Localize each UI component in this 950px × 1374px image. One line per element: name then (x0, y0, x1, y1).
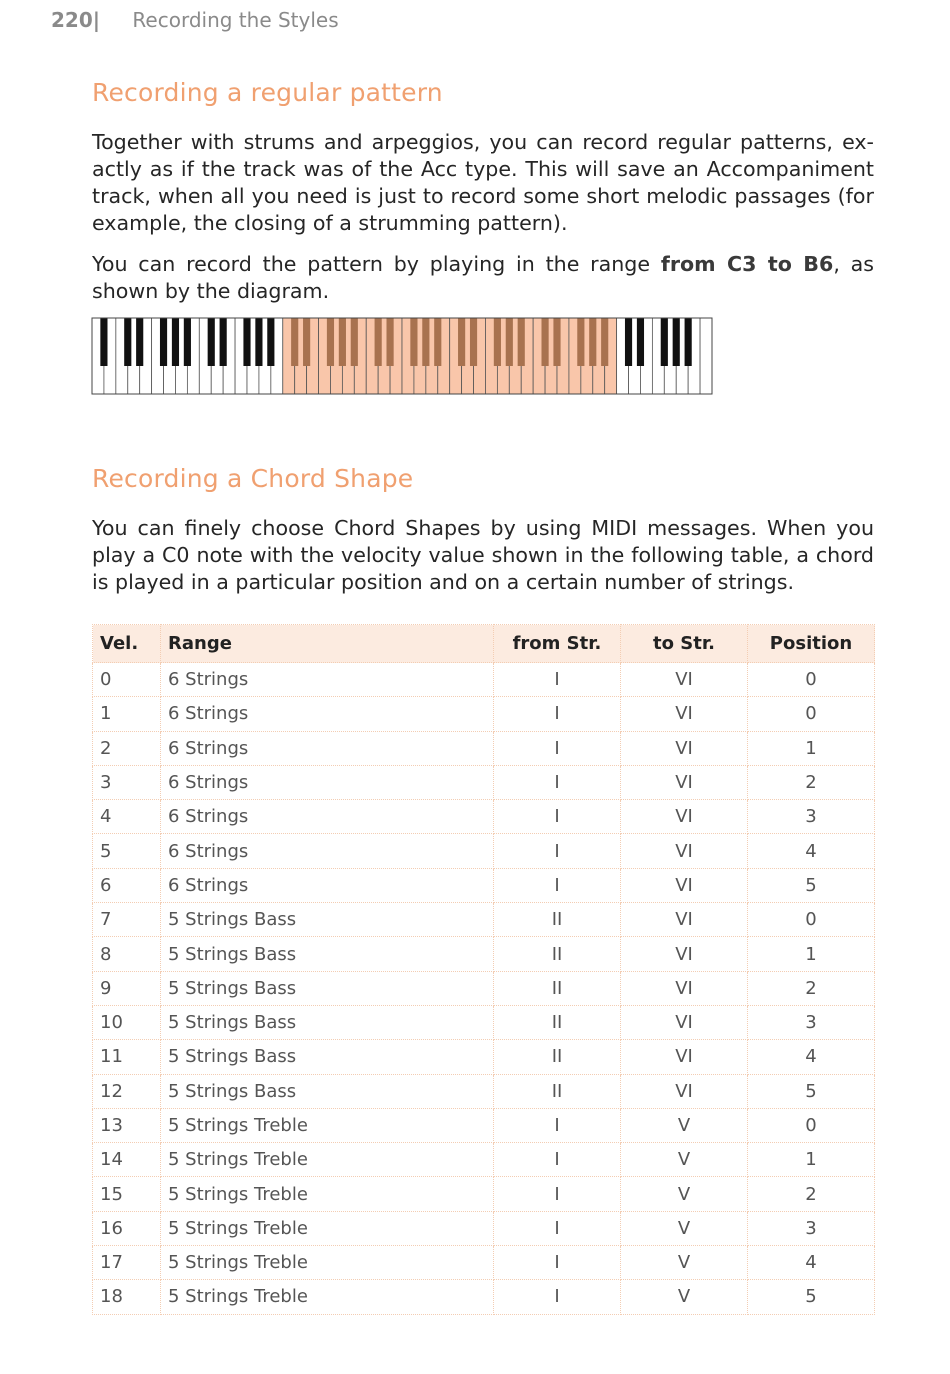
cell-range: 5 Strings Treble (161, 1143, 494, 1177)
page-number: 220| (51, 8, 101, 32)
cell-vel: 6 (93, 868, 161, 902)
header-section-title: Recording the Styles (132, 8, 339, 32)
cell-position: 5 (748, 1074, 875, 1108)
cell-position: 0 (748, 1108, 875, 1142)
cell-range: 6 Strings (161, 731, 494, 765)
black-key (100, 318, 107, 366)
cell-position: 0 (748, 697, 875, 731)
table-row (93, 1005, 875, 1039)
cell-vel: 8 (93, 937, 161, 971)
white-key (700, 318, 712, 394)
cell-vel: 10 (93, 1005, 161, 1039)
black-key (172, 318, 179, 366)
cell-from-str: I (494, 1108, 621, 1142)
cell-to-str: V (621, 1143, 748, 1177)
cell-range: 5 Strings Treble (161, 1280, 494, 1314)
cell-vel: 3 (93, 765, 161, 799)
cell-from-str: I (494, 1177, 621, 1211)
cell-vel: 5 (93, 834, 161, 868)
cell-range: 6 Strings (161, 663, 494, 697)
cell-vel: 0 (93, 663, 161, 697)
black-key (124, 318, 131, 366)
column-header-from-str: from Str. (494, 625, 621, 663)
cell-from-str: I (494, 834, 621, 868)
cell-vel: 11 (93, 1040, 161, 1074)
cell-to-str: VI (621, 1040, 748, 1074)
table-row (93, 1280, 875, 1314)
range-text-before: You can record the pattern by playing in the range (92, 252, 661, 276)
black-key (136, 318, 143, 366)
cell-position: 4 (748, 1246, 875, 1280)
table-row (93, 800, 875, 834)
cell-range: 5 Strings Treble (161, 1177, 494, 1211)
cell-vel: 18 (93, 1280, 161, 1314)
cell-vel: 4 (93, 800, 161, 834)
cell-vel: 12 (93, 1074, 161, 1108)
cell-vel: 9 (93, 971, 161, 1005)
cell-from-str: II (494, 1040, 621, 1074)
black-key (291, 318, 298, 366)
cell-range: 5 Strings Bass (161, 971, 494, 1005)
cell-to-str: VI (621, 1074, 748, 1108)
cell-from-str: II (494, 1074, 621, 1108)
cell-position: 2 (748, 1177, 875, 1211)
table-row (93, 731, 875, 765)
paragraph-chord-shape: You can finely choose Chord Shapes by using MIDI messages. When you play a C0 note with the velocity value shown in the following table, a chord is played in a particular position and on a certain number of strings. (92, 516, 874, 594)
column-header-vel: Vel. (93, 625, 161, 663)
cell-range: 5 Strings Treble (161, 1246, 494, 1280)
black-key (673, 318, 680, 366)
cell-position: 2 (748, 971, 875, 1005)
table-row (93, 663, 875, 697)
black-key (685, 318, 692, 366)
black-key (553, 318, 560, 366)
black-key (255, 318, 262, 366)
cell-position: 3 (748, 1211, 875, 1245)
cell-vel: 1 (93, 697, 161, 731)
cell-to-str: VI (621, 834, 748, 868)
cell-to-str: VI (621, 765, 748, 799)
cell-range: 6 Strings (161, 765, 494, 799)
black-key (339, 318, 346, 366)
black-key (494, 318, 501, 366)
black-key (506, 318, 513, 366)
cell-vel: 7 (93, 903, 161, 937)
cell-vel: 17 (93, 1246, 161, 1280)
cell-position: 1 (748, 731, 875, 765)
black-key (351, 318, 358, 366)
cell-to-str: V (621, 1211, 748, 1245)
black-key (184, 318, 191, 366)
column-header-position: Position (748, 625, 875, 663)
black-key (267, 318, 274, 366)
table-row (93, 1040, 875, 1074)
cell-vel: 15 (93, 1177, 161, 1211)
table-row (93, 937, 875, 971)
cell-vel: 2 (93, 731, 161, 765)
cell-to-str: V (621, 1280, 748, 1314)
cell-range: 5 Strings Bass (161, 1074, 494, 1108)
cell-to-str: VI (621, 663, 748, 697)
cell-from-str: I (494, 697, 621, 731)
cell-position: 4 (748, 834, 875, 868)
black-key (458, 318, 465, 366)
black-key (637, 318, 644, 366)
cell-position: 2 (748, 765, 875, 799)
cell-from-str: I (494, 800, 621, 834)
keyboard-diagram (91, 317, 715, 395)
chord-shape-table (92, 624, 875, 1315)
table-row (93, 1211, 875, 1245)
range-text-after: , as shown by the diagram. (92, 252, 875, 303)
table-row (93, 765, 875, 799)
cell-from-str: I (494, 663, 621, 697)
cell-vel: 14 (93, 1143, 161, 1177)
cell-position: 0 (748, 663, 875, 697)
black-key (303, 318, 310, 366)
black-key (542, 318, 549, 366)
cell-from-str: II (494, 1005, 621, 1039)
black-key (601, 318, 608, 366)
cell-position: 3 (748, 1005, 875, 1039)
cell-from-str: I (494, 1280, 621, 1314)
table-header-row (93, 625, 875, 663)
black-key (208, 318, 215, 366)
cell-vel: 16 (93, 1211, 161, 1245)
cell-from-str: I (494, 1246, 621, 1280)
cell-range: 5 Strings Bass (161, 1005, 494, 1039)
cell-range: 6 Strings (161, 800, 494, 834)
cell-from-str: I (494, 765, 621, 799)
cell-to-str: V (621, 1246, 748, 1280)
paragraph-regular-pattern: Together with strums and arpeggios, you can record regular patterns, ex-actly as if the track was of the Acc type. This will save an Accompaniment track, when all you need is just to record some short melodic passages (for example, the closing of a strumming pattern). (92, 130, 874, 235)
cell-from-str: I (494, 731, 621, 765)
black-key (243, 318, 250, 366)
black-key (327, 318, 334, 366)
cell-position: 1 (748, 937, 875, 971)
table-row (93, 1108, 875, 1142)
cell-range: 5 Strings Treble (161, 1108, 494, 1142)
black-key (410, 318, 417, 366)
cell-position: 1 (748, 1143, 875, 1177)
cell-to-str: VI (621, 800, 748, 834)
cell-range: 5 Strings Bass (161, 937, 494, 971)
cell-from-str: I (494, 1143, 621, 1177)
cell-range: 6 Strings (161, 834, 494, 868)
cell-range: 5 Strings Bass (161, 1040, 494, 1074)
black-key (375, 318, 382, 366)
black-key (661, 318, 668, 366)
black-key (589, 318, 596, 366)
cell-from-str: II (494, 937, 621, 971)
cell-to-str: VI (621, 731, 748, 765)
cell-from-str: I (494, 1211, 621, 1245)
cell-position: 5 (748, 868, 875, 902)
range-text-bold: from C3 to B6 (660, 252, 834, 276)
black-key (577, 318, 584, 366)
cell-vel: 13 (93, 1108, 161, 1142)
table-row (93, 1143, 875, 1177)
table-row (93, 971, 875, 1005)
table-row (93, 834, 875, 868)
column-header-to-str: to Str. (621, 625, 748, 663)
cell-to-str: VI (621, 971, 748, 1005)
cell-range: 5 Strings Bass (161, 903, 494, 937)
black-key (518, 318, 525, 366)
cell-to-str: VI (621, 1005, 748, 1039)
cell-to-str: VI (621, 937, 748, 971)
black-key (625, 318, 632, 366)
paragraph-range (92, 251, 874, 305)
black-key (434, 318, 441, 366)
table-row (93, 1246, 875, 1280)
section-title-regular-pattern: Recording a regular pattern (92, 78, 443, 107)
cell-from-str: I (494, 868, 621, 902)
table-row (93, 903, 875, 937)
cell-from-str: II (494, 903, 621, 937)
black-key (220, 318, 227, 366)
table-row (93, 1074, 875, 1108)
section-title-chord-shape: Recording a Chord Shape (92, 464, 414, 493)
table-row (93, 868, 875, 902)
cell-position: 0 (748, 903, 875, 937)
cell-to-str: VI (621, 868, 748, 902)
cell-position: 4 (748, 1040, 875, 1074)
column-header-range: Range (161, 625, 494, 663)
cell-to-str: VI (621, 697, 748, 731)
cell-range: 6 Strings (161, 868, 494, 902)
cell-range: 6 Strings (161, 697, 494, 731)
black-key (160, 318, 167, 366)
cell-range: 5 Strings Treble (161, 1211, 494, 1245)
cell-to-str: V (621, 1177, 748, 1211)
table-row (93, 1177, 875, 1211)
cell-position: 3 (748, 800, 875, 834)
black-key (422, 318, 429, 366)
cell-position: 5 (748, 1280, 875, 1314)
black-key (470, 318, 477, 366)
cell-to-str: V (621, 1108, 748, 1142)
page-header (51, 8, 339, 32)
cell-to-str: VI (621, 903, 748, 937)
black-key (387, 318, 394, 366)
cell-from-str: II (494, 971, 621, 1005)
table-row (93, 697, 875, 731)
